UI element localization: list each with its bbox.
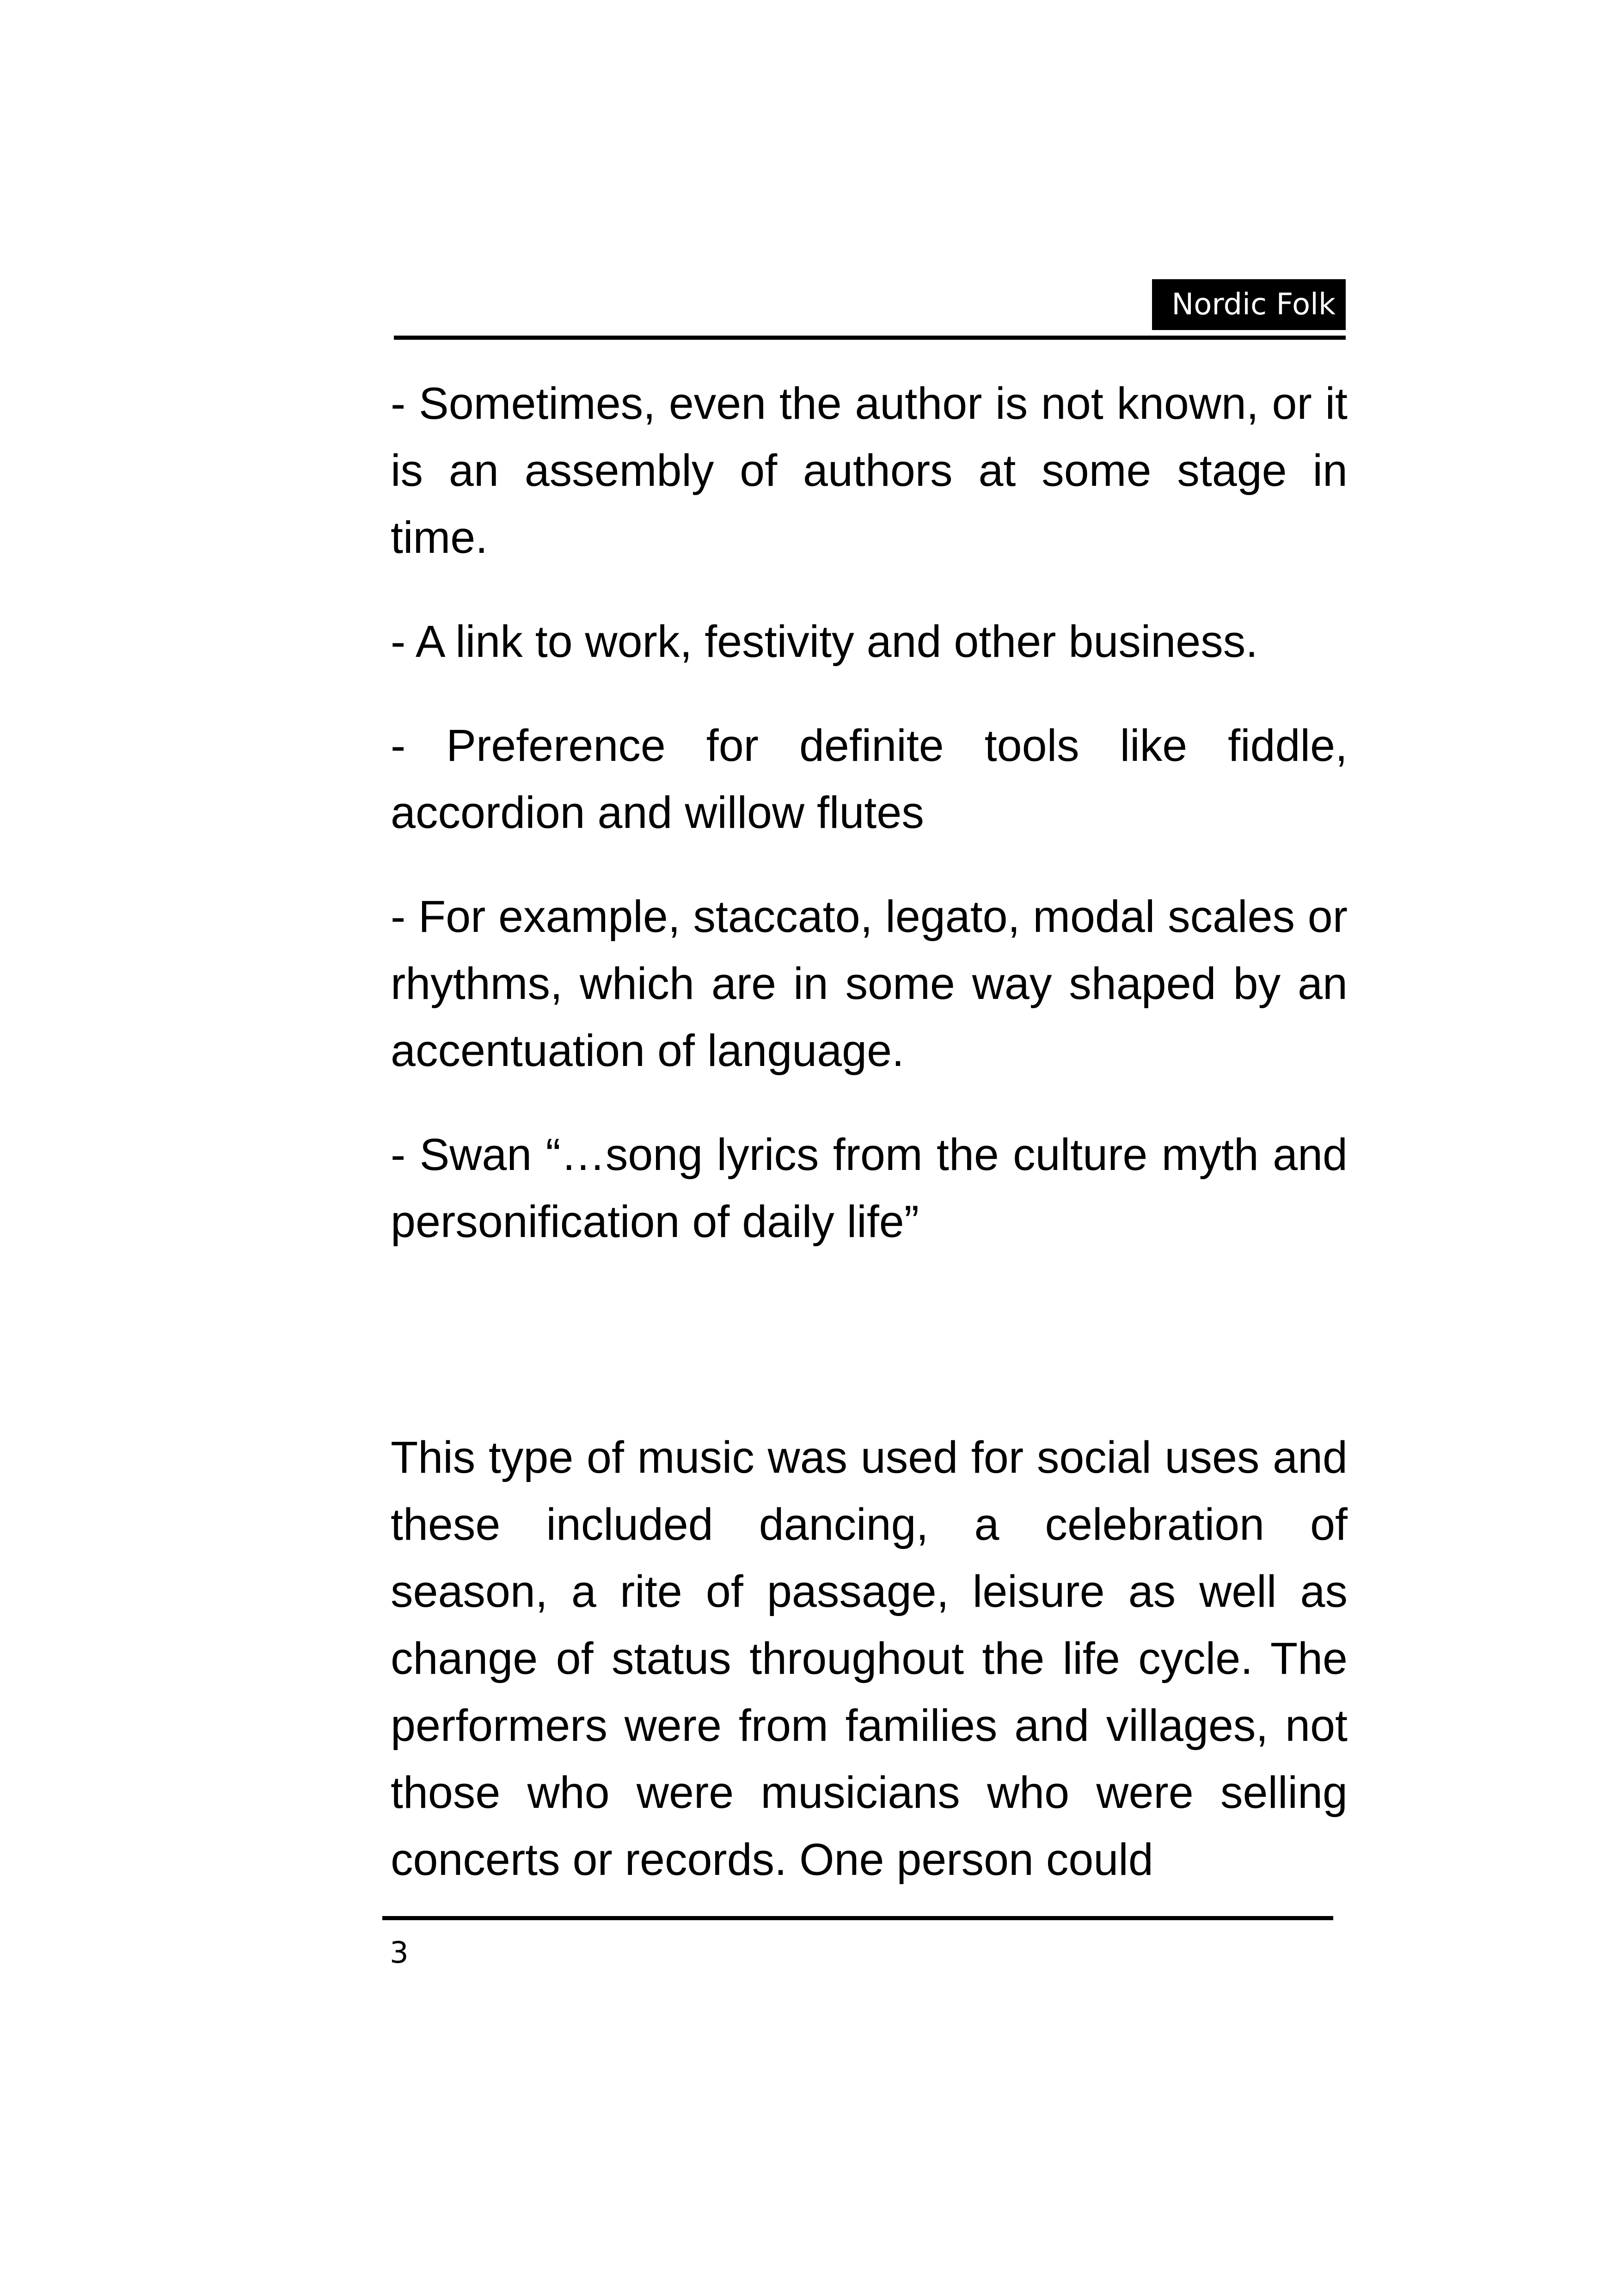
paragraph-spacer: [391, 1292, 1348, 1424]
page-content: [391, 370, 1348, 1893]
page-number: 3: [390, 1936, 409, 1970]
header-rule: [394, 336, 1346, 340]
footer-rule: [382, 1916, 1333, 1920]
bullet-item-2: - A link to work, festivity and other business.: [391, 616, 1258, 667]
bullet-item-4: - For example, staccato, legato, modal scales or rhythms, which are in some way shaped by an accentuation of language.: [391, 891, 1348, 1076]
body-paragraph: This type of music was used for social uses and these included dancing, a celebration of season, a rite of passage, leisure as well as change of status throughout the life cycle. The performers were from families and villages, not those who were musicians who were selling concerts or records. One person could: [391, 1432, 1348, 1885]
running-header-tag: Nordic Folk: [1152, 279, 1346, 330]
bullet-item-3: - Preference for definite tools like fiddle, accordion and willow flutes: [391, 720, 1348, 838]
bullet-item-5: - Swan “…song lyrics from the culture myth and personification of daily life”: [391, 1129, 1348, 1247]
bullet-item-1: - Sometimes, even the author is not known, or it is an assembly of authors at some stage in time.: [391, 378, 1348, 563]
